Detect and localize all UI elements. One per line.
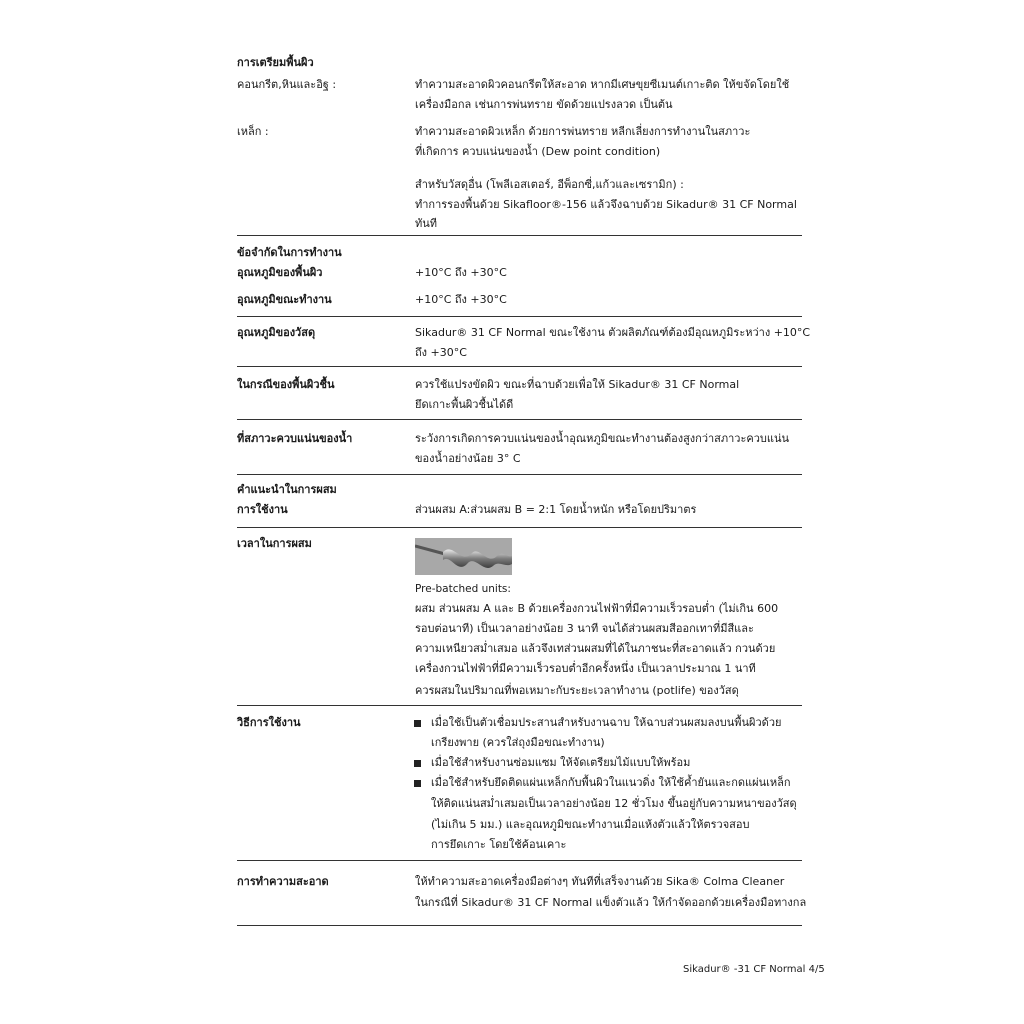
label-steel: เหล็ก : xyxy=(237,125,269,138)
text-cleaning-line2: ในกรณีที่ Sikadur® 31 CF Normal แข็งตัวแล้ว ให้กำจัดออกด้วยเครื่องมือทางกล xyxy=(415,896,807,909)
application-bullet3-line4: การยึดเกาะ โดยใช้ค้อนเคาะ xyxy=(431,838,567,851)
application-bullet2-line1: เมื่อใช้สำหรับงานซ่อมแซม ให้จัดเตรียมไม้แบบให้พร้อม xyxy=(431,756,691,769)
text-material-temp-line2: ถึง +30°C xyxy=(415,346,467,359)
section-title-preparation: การเตรียมพื้นผิว xyxy=(237,56,314,69)
label-substrate-temp: อุณหภูมิของพื้นผิว xyxy=(237,266,323,279)
divider xyxy=(237,235,802,236)
text-wet-line1: ควรใช้แปรงขัดผิว ขณะที่ฉาบด้วยเพื่อให้ Sikadur® 31 CF Normal xyxy=(415,378,740,391)
text-cleaning-line1: ให้ทำความสะอาดเครื่องมือต่างๆ ทันทีที่เสร็จงานด้วย Sika® Colma Cleaner xyxy=(415,875,785,888)
text-steel-line1: ทำความสะอาดผิวเหล็ก ด้วยการพ่นทราย หลีกเลี่ยงการทำงานในสภาวะ xyxy=(415,125,751,138)
value-substrate-temp: +10°C ถึง +30°C xyxy=(415,266,507,279)
text-mixing-ratio: ส่วนผสม A:ส่วนผสม B = 2:1 โดยน้ำหนัก หรือโดยปริมาตร xyxy=(415,503,697,516)
text-mixing-line3: ความเหนียวสม่ำเสมอ แล้วจึงเทส่วนผสมที่ได้ในภาชนะที่สะอาดแล้ว กวนด้วย xyxy=(415,642,776,655)
text-concrete-line1: ทำความสะอาดผิวคอนกรีตให้สะอาด หากมีเศษขุยซีเมนต์เกาะติด ให้ขจัดโดยใช้ xyxy=(415,78,790,91)
label-wet-substrate: ในกรณีของพื้นผิวชื้น xyxy=(237,378,335,391)
application-bullet3-line2: ให้ติดแน่นสม่ำเสมอเป็นเวลาอย่างน้อย 12 ชั่วโมง ขึ้นอยู่กับความหนาของวัสดุ xyxy=(431,797,797,810)
value-ambient-temp: +10°C ถึง +30°C xyxy=(415,293,507,306)
caption-prebatched: Pre-batched units: xyxy=(415,583,511,595)
text-steel-line2: ที่เกิดการ ควบแน่นของน้ำ (Dew point condition) xyxy=(415,145,661,158)
divider xyxy=(237,419,802,420)
section-title-limits: ข้อจำกัดในการทำงาน xyxy=(237,246,342,259)
label-application: วิธีการใช้งาน xyxy=(237,716,301,729)
bullet-icon xyxy=(414,760,421,767)
divider xyxy=(237,316,802,317)
text-concrete-line2: เครื่องมือกล เช่นการพ่นทราย ขัดด้วยแปรงลวด เป็นต้น xyxy=(415,98,673,111)
divider xyxy=(237,527,802,528)
mixer-paddle-image xyxy=(415,538,512,575)
application-bullet3-line3: (ไม่เกิน 5 มม.) และอุณหภูมิขณะทำงานเมื่อแห้งตัวแล้วให้ตรวจสอบ xyxy=(431,818,750,831)
application-bullet1-line1: เมื่อใช้เป็นตัวเชื่อมประสานสำหรับงานฉาบ ให้ฉาบส่วนผสมลงบนพื้นผิวด้วย xyxy=(431,716,782,729)
text-mixing-line4: เครื่องกวนไฟฟ้าที่มีความเร็วรอบต่ำอีกครั้งหนึ่ง เป็นเวลาประมาณ 1 นาที xyxy=(415,662,756,675)
text-material-temp-line1: Sikadur® 31 CF Normal ขณะใช้งาน ตัวผลิตภัณฑ์ต้องมีอุณหภูมิระหว่าง +10°C xyxy=(415,326,811,339)
label-mixing-time: เวลาในการผสม xyxy=(237,537,312,550)
divider xyxy=(237,366,802,367)
text-mixing-line5: ควรผสมในปริมาณที่พอเหมาะกับระยะเวลาทำงาน (potlife) ของวัสดุ xyxy=(415,684,739,697)
text-other-line3: ทันที xyxy=(415,217,438,230)
label-dew-point: ที่สภาวะควบแน่นของน้ำ xyxy=(237,432,353,445)
divider xyxy=(237,705,802,706)
divider xyxy=(237,925,802,926)
divider xyxy=(237,474,802,475)
text-mixing-line2: รอบต่อนาที) เป็นเวลาอย่างน้อย 3 นาที จนได้ส่วนผสมสีออกเทาที่มีสีและ xyxy=(415,622,754,635)
label-material-temp: อุณหภูมิของวัสดุ xyxy=(237,326,316,339)
bullet-icon xyxy=(414,720,421,727)
divider xyxy=(237,860,802,861)
application-bullet3-line1: เมื่อใช้สำหรับยึดติดแผ่นเหล็กกับพื้นผิวในแนวดิ่ง ให้ใช้ค้ำยันและกดแผ่นเหล็ก xyxy=(431,776,791,789)
text-dew-line1: ระวังการเกิดการควบแน่นของน้ำอุณหภูมิขณะทำงานต้องสูงกว่าสภาวะควบแน่น xyxy=(415,432,790,445)
label-mixing-advice-1: คำแนะนำในการผสม xyxy=(237,483,337,496)
label-ambient-temp: อุณหภูมิขณะทำงาน xyxy=(237,293,332,306)
text-other-line2: ทำการรองพื้นด้วย Sikafloor®-156 แล้วจึงฉาบด้วย Sikadur® 31 CF Normal xyxy=(415,198,797,211)
page-footer: Sikadur® -31 CF Normal 4/5 xyxy=(683,964,825,975)
text-mixing-line1: ผสม ส่วนผสม A และ B ด้วยเครื่องกวนไฟฟ้าที่มีความเร็วรอบต่ำ (ไม่เกิน 600 xyxy=(415,602,779,615)
text-other-line1: สำหรับวัสดุอื่น (โพลีเอสเตอร์, อีพ็อกซี่,แก้วและเซรามิก) : xyxy=(415,178,684,191)
label-cleaning: การทำความสะอาด xyxy=(237,875,329,888)
application-bullet1-line2: เกรียงพาย (ควรใส่ถุงมือขณะทำงาน) xyxy=(431,736,605,749)
label-concrete: คอนกรีต,หินและอิฐ : xyxy=(237,78,337,91)
text-dew-line2: ของน้ำอย่างน้อย 3° C xyxy=(415,452,521,465)
bullet-icon xyxy=(414,780,421,787)
label-mixing-advice-2: การใช้งาน xyxy=(237,503,288,516)
text-wet-line2: ยึดเกาะพื้นผิวชื้นได้ดี xyxy=(415,398,514,411)
